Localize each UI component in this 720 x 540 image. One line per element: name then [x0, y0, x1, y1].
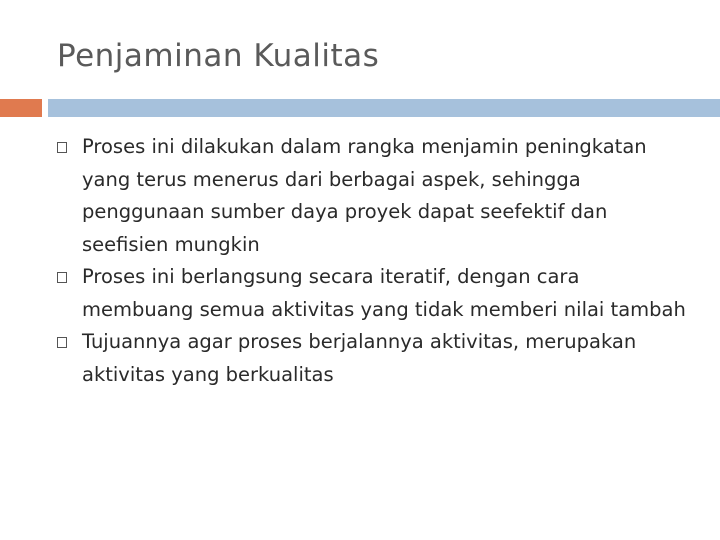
- slide-title: Penjaminan Kualitas: [57, 38, 380, 74]
- empty-square-icon: [57, 337, 67, 348]
- bullet-item: [55, 326, 695, 391]
- bullet-list: [55, 131, 695, 391]
- bullet-text: Proses ini dilakukan dalam rangka menjamin peningkatan yang terus menerus dari berbagai aspek, sehingga penggunaan sumber daya proyek dapat seefektif dan seefisien mungkin: [82, 135, 647, 256]
- bullet-item: [55, 261, 695, 326]
- bullet-item: [55, 131, 695, 261]
- empty-square-icon: [57, 142, 67, 153]
- empty-square-icon: [57, 272, 67, 283]
- accent-blue-bar: [48, 99, 720, 117]
- accent-orange-block: [0, 99, 42, 117]
- bullet-text: Proses ini berlangsung secara iteratif, dengan cara membuang semua aktivitas yang tidak memberi nilai tambah: [82, 265, 686, 321]
- bullet-text: Tujuannya agar proses berjalannya aktivitas, merupakan aktivitas yang berkualitas: [82, 330, 637, 386]
